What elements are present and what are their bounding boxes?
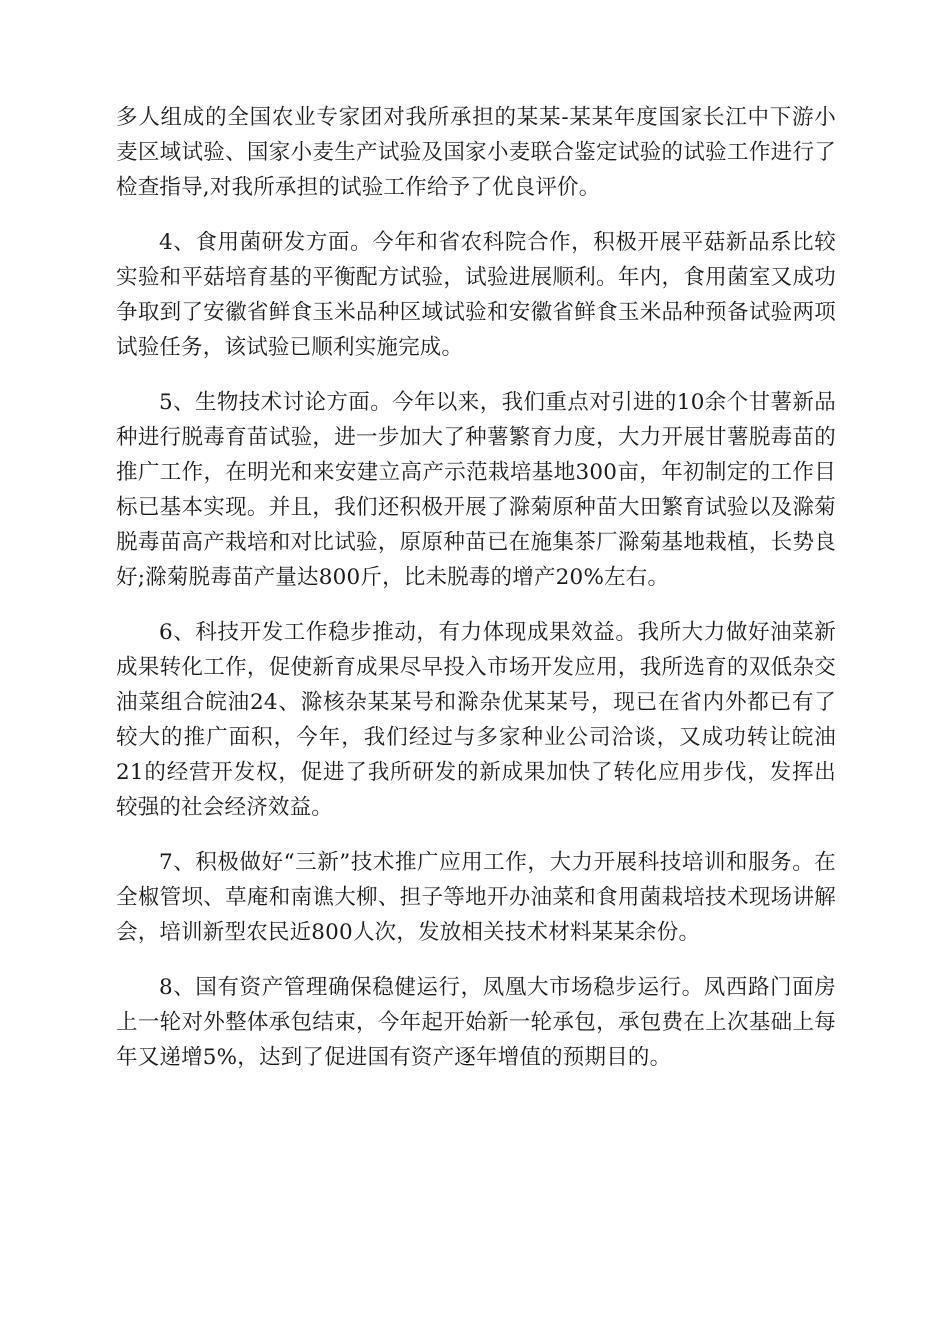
paragraph-item-4-edible-fungi: 4、食用菌研发方面。今年和省农科院合作，积极开展平菇新品系比较实验和平菇培育基的平衡配方试验，试验进展顺利。年内，食用菌室又成功争取到了安徽省鲜食玉米品种区域试验和安徽省鲜食玉米品种预备试验两项试验任务，该试验已顺利实施完成。: [116, 230, 836, 360]
paragraph-continuation: 多人组成的全国农业专家团对我所承担的某某-某某年度国家长江中下游小麦区域试验、国家小麦生产试验及国家小麦联合鉴定试验的试验工作进行了检查指导,对我所承担的试验工作给予了优良评价。: [116, 105, 836, 200]
paragraph-item-5-biotech: 5、生物技术讨论方面。今年以来，我们重点对引进的10余个甘薯新品种进行脱毒育苗试验，进一步加大了种薯繁育力度，大力开展甘薯脱毒苗的推广工作，在明光和来安建立高产示范栽培基地300亩，年初制定的工作目标已基本实现。并且，我们还积极开展了滁菊原种苗大田繁育试验以及滁菊脱毒苗高产栽培和对比试验，原原种苗已在施集茶厂滁菊基地栽植，长势良好;滁菊脱毒苗产量达800斤，比未脱毒的增产20%左右。: [116, 390, 836, 590]
document-page: [116, 100, 836, 1095]
paragraph-item-6-tech-development: 6、科技开发工作稳步推动，有力体现成果效益。我所大力做好油菜新成果转化工作，促使新育成果尽早投入市场开发应用，我所选育的双低杂交油菜组合皖油24、滁核杂某某号和滁杂优某某号，现已在省内外都已有了较大的推广面积，今年，我们经过与多家种业公司洽谈，又成功转让皖油21的经营开发权，促进了我所研发的新成果加快了转化应用步伐，发挥出较强的社会经济效益。: [116, 620, 836, 820]
paragraph-item-7-tech-promotion: 7、积极做好“三新”技术推广应用工作，大力开展科技培训和服务。在全椒管坝、草庵和南谯大柳、担子等地开办油菜和食用菌栽培技术现场讲解会，培训新型农民近800人次，发放相关技术材料某某余份。: [116, 850, 836, 945]
paragraph-item-8-asset-management: 8、国有资产管理确保稳健运行，凤凰大市场稳步运行。凤西路门面房上一轮对外整体承包结束，今年起开始新一轮承包，承包费在上次基础上每年又递增5%，达到了促进国有资产逐年增值的预期目的。: [116, 975, 836, 1070]
